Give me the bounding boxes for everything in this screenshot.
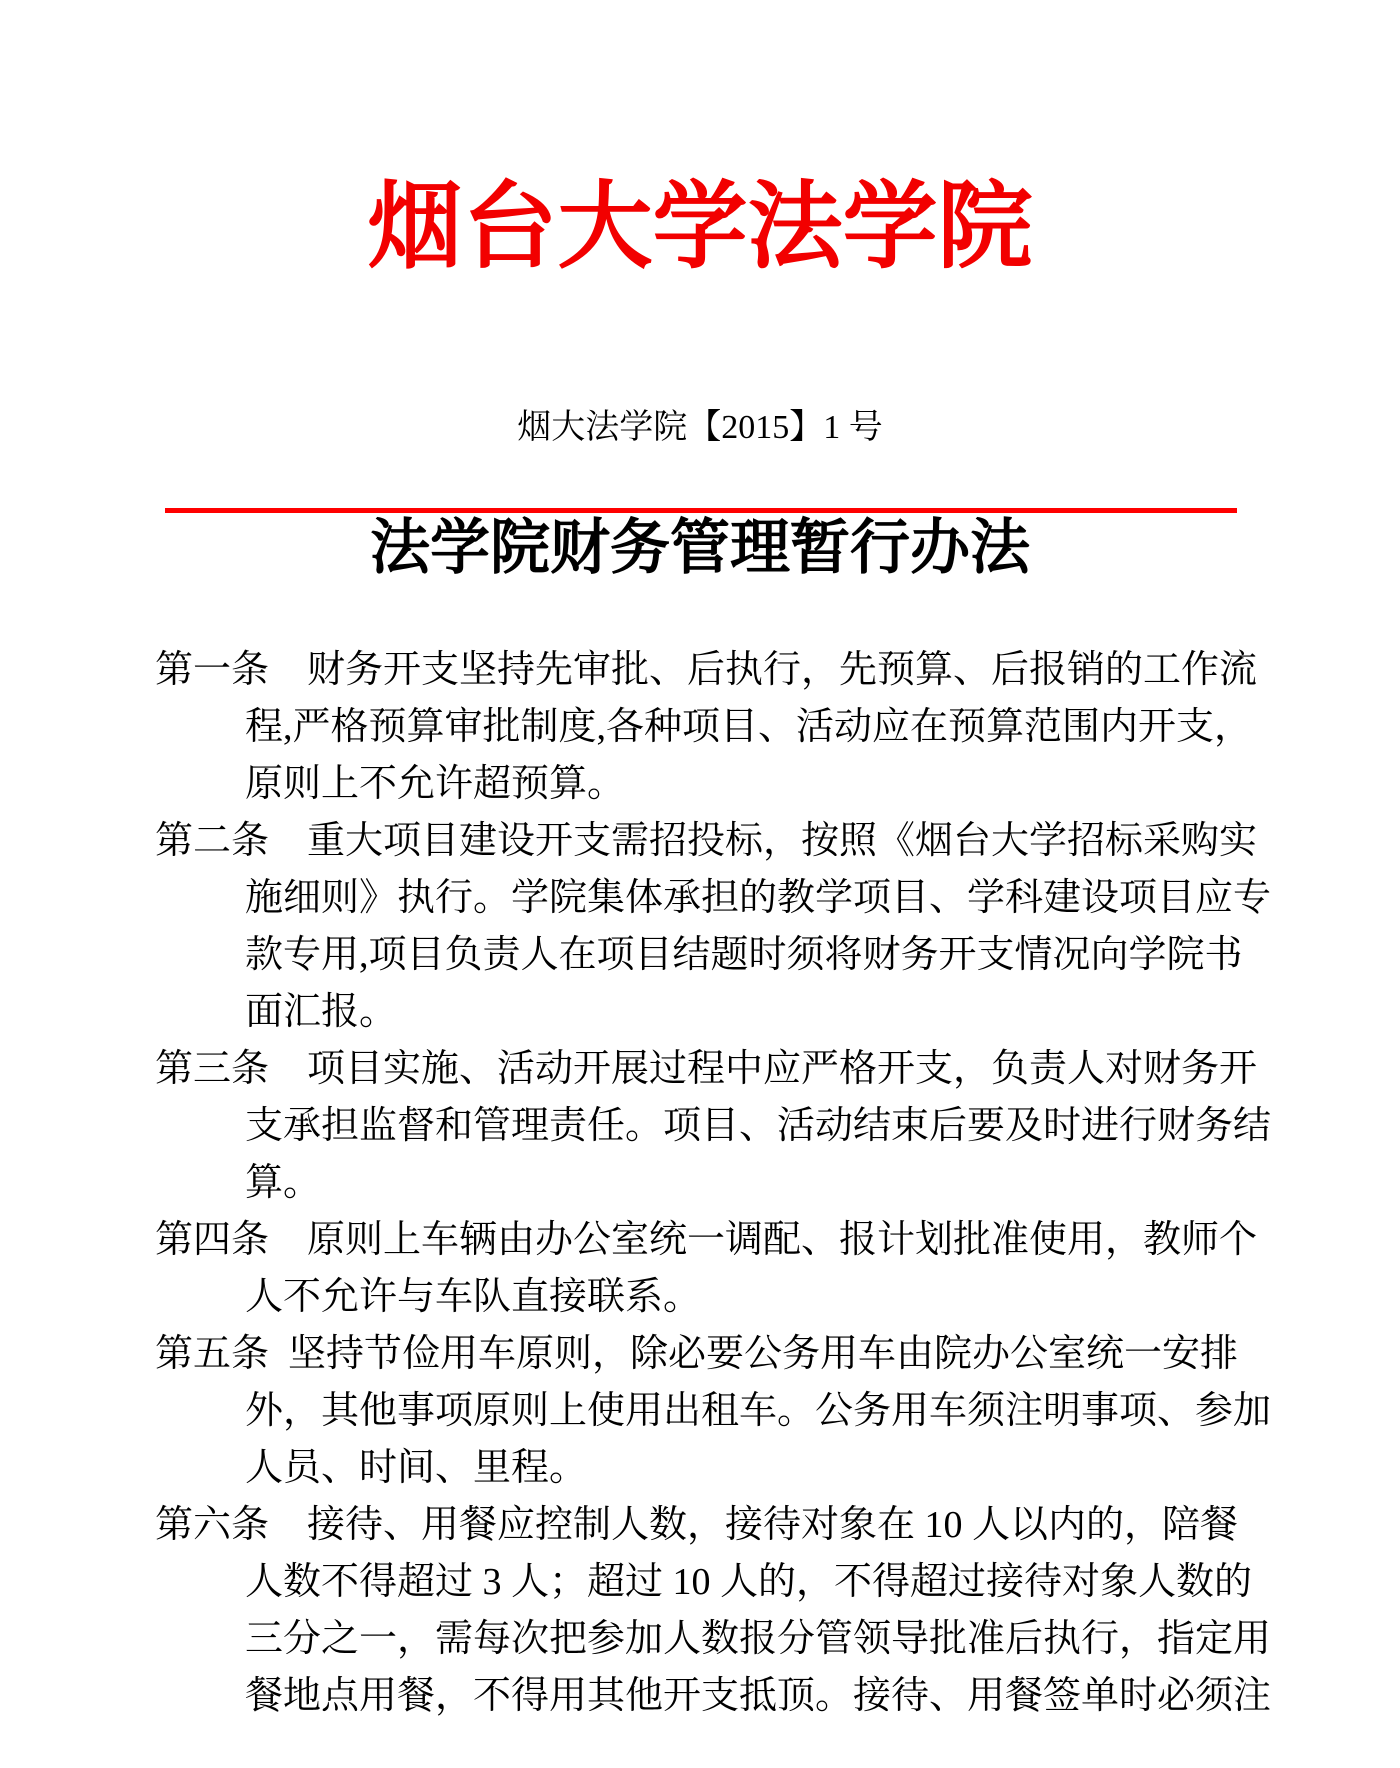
article-text: 接待、用餐应控制人数，接待对象在 10 人以内的，陪餐 xyxy=(307,1504,1239,1546)
article-line xyxy=(155,1212,1315,1269)
article-line xyxy=(155,1326,1315,1383)
article-label-separator xyxy=(269,1048,307,1090)
article-line: 人不允许与车队直接联系。 xyxy=(245,1276,702,1318)
article-text: 坚持节俭用车原则，除必要公务用车由院办公室统一安排 xyxy=(288,1333,1239,1375)
article-line: 施细则》执行。学院集体承担的教学项目、学科建设项目应专 xyxy=(245,877,1272,919)
article-line xyxy=(155,1497,1315,1554)
article-line: 支承担监督和管理责任。项目、活动结束后要及时进行财务结 xyxy=(245,1105,1272,1147)
article-label-separator xyxy=(269,649,307,691)
article-line: 人数不得超过 3 人；超过 10 人的，不得超过接待对象人数的 xyxy=(245,1561,1253,1603)
article-label: 第五条 xyxy=(155,1333,270,1375)
article-text: 重大项目建设开支需招投标，按照《烟台大学招标采购实 xyxy=(307,820,1258,862)
article-line: 算。 xyxy=(245,1162,322,1204)
article-label-separator xyxy=(269,1219,307,1261)
article-text: 财务开支坚持先审批、后执行，先预算、后报销的工作流 xyxy=(307,649,1258,691)
article-line xyxy=(155,642,1315,699)
article-label: 第一条 xyxy=(155,649,270,691)
article-line: 程,严格预算审批制度,各种项目、活动应在预算范围内开支， xyxy=(245,706,1253,748)
article-text: 项目实施、活动开展过程中应严格开支，负责人对财务开 xyxy=(307,1048,1258,1090)
article-label-separator xyxy=(269,1333,288,1375)
article-label: 第三条 xyxy=(155,1048,270,1090)
article-line xyxy=(155,813,1315,870)
doc-title: 法学院财务管理暂行办法 xyxy=(370,514,1030,581)
article-label: 第四条 xyxy=(155,1219,270,1261)
article-label-separator xyxy=(269,820,307,862)
article-line: 人员、时间、里程。 xyxy=(245,1447,588,1489)
article-line: 三分之一，需每次把参加人数报分管领导批准后执行，指定用 xyxy=(245,1618,1272,1660)
article-label-separator xyxy=(269,1504,307,1546)
article-line: 餐地点用餐，不得用其他开支抵顶。接待、用餐签单时必须注 xyxy=(245,1675,1272,1717)
article-label: 第二条 xyxy=(155,820,270,862)
article-line: 外，其他事项原则上使用出租车。公务用车须注明事项、参加 xyxy=(245,1390,1272,1432)
article-line xyxy=(155,1041,1315,1098)
org-title: 烟台大学法学院 xyxy=(367,174,1033,280)
document-body xyxy=(155,642,1315,1725)
doc-number: 烟大法学院【2015】1 号 xyxy=(517,409,883,446)
article-label: 第六条 xyxy=(155,1504,270,1546)
article-line: 原则上不允许超预算。 xyxy=(245,763,626,805)
article-line: 面汇报。 xyxy=(245,991,398,1033)
article-line: 款专用,项目负责人在项目结题时须将财务开支情况向学院书 xyxy=(245,934,1243,976)
article-text: 原则上车辆由办公室统一调配、报计划批准使用，教师个 xyxy=(307,1219,1258,1261)
